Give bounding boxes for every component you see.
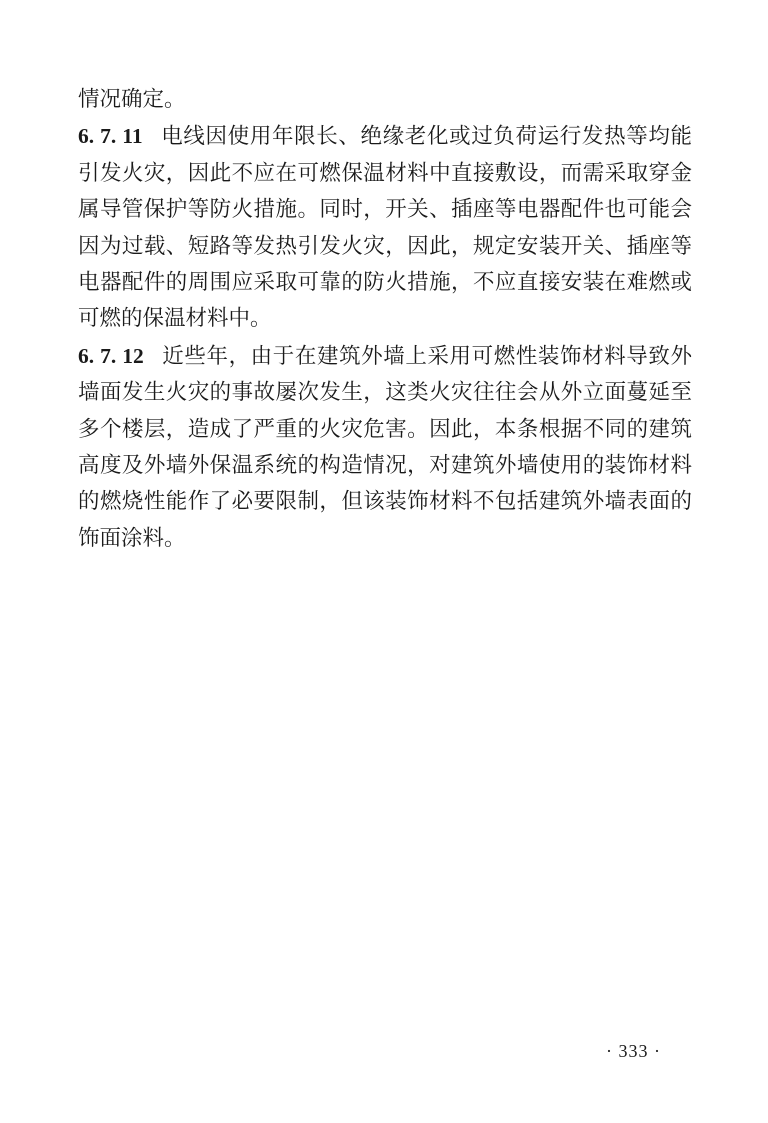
clause-text: 电线因使用年限长、绝缘老化或过负荷运行发热等均能引发火灾，因此不应在可燃保温材料中直接敷设，而需采取穿金属导管保护等防火措施。同时，开关、插座等电器配件也可能会因为过载、短路等发热引发火灾，因此，规定安装开关、插座等电器配件的周围应采取可靠的防火措施，不应直接安装在难燃或可燃的保温材料中。 bbox=[78, 124, 692, 332]
clause-number: 6. 7. 11 bbox=[78, 124, 143, 149]
clause-text: 近些年，由于在建筑外墙上采用可燃性装饰材料导致外墙面发生火灾的事故屡次发生，这类火灾往往会从外立面蔓延至多个楼层，造成了严重的火灾危害。因此，本条根据不同的建筑高度及外墙外保温系统的构造情况，对建筑外墙使用的装饰材料的燃烧性能作了必要限制，但该装饰材料不包括建筑外墙表面的饰面涂料。 bbox=[78, 343, 692, 551]
clause-6-7-11 bbox=[78, 118, 692, 337]
clause-6-7-12 bbox=[78, 338, 692, 557]
intro-paragraph: 情况确定。 bbox=[78, 87, 186, 112]
page-number: · 333 · bbox=[606, 1041, 661, 1061]
page-body bbox=[78, 82, 692, 557]
clause-number: 6. 7. 12 bbox=[78, 343, 144, 368]
